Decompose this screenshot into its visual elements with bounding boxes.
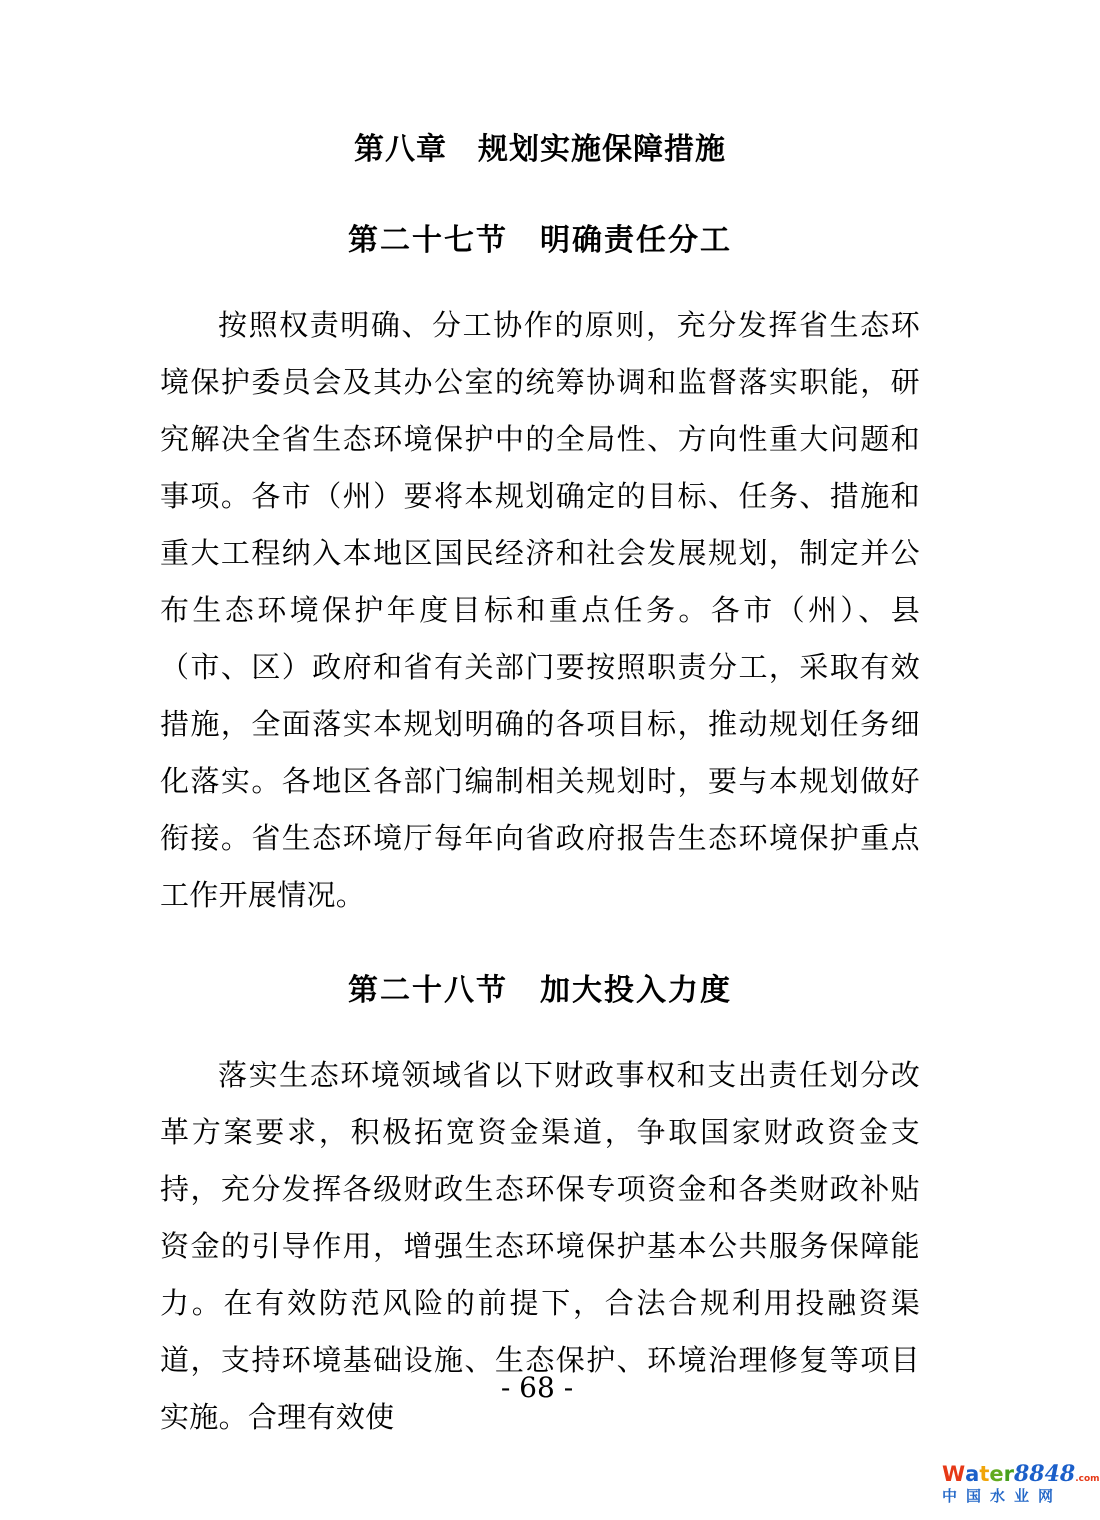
section-title-27: 第二十七节 明确责任分工 xyxy=(348,223,732,258)
watermark-brand-line xyxy=(942,1461,1100,1487)
page-content xyxy=(160,0,920,1446)
section-28-paragraph: 落实生态环境领域省以下财政事权和支出责任划分改革方案要求，积极拓宽资金渠道，争取国家财政资金支持，充分发挥各级财政生态环保专项资金和各类财政补贴资金的引导作用，增强生态环境保护基本公共服务保障能力。在有效防范风险的前提下，合法合规利用投融资渠道，支持环境基础设施、生态保护、环境治理修复等项目实施。合理有效使 xyxy=(160,1058,920,1434)
page-number: - 68 - xyxy=(500,1371,574,1404)
brand-letter-w: W xyxy=(942,1462,966,1486)
watermark-subtitle: 中国水业网 xyxy=(942,1487,1063,1505)
chapter-title: 第八章 规划实施保障措施 xyxy=(354,132,726,167)
brand-letter-e: e xyxy=(989,1462,1004,1486)
brand-tld: .com xyxy=(1075,1474,1100,1484)
section-27-paragraph: 按照权责明确、分工协作的原则，充分发挥省生态环境保护委员会及其办公室的统筹协调和监督落实职能，研究解决全省生态环境保护中的全局性、方向性重大问题和事项。各市（州）要将本规划确定的目标、任务、措施和重大工程纳入本地区国民经济和社会发展规划，制定并公布生态环境保护年度目标和重点任务。各市（州）、县（市、区）政府和省有关部门要按照职责分工，采取有效措施，全面落实本规划明确的各项目标，推动规划任务细化落实。各地区各部门编制相关规划时，要与本规划做好衔接。省生态环境厅每年向省政府报告生态环境保护重点工作开展情况。 xyxy=(160,308,920,912)
section-title-28: 第二十八节 加大投入力度 xyxy=(348,973,732,1008)
brand-letter-r: r xyxy=(1003,1462,1014,1486)
watermark-logo xyxy=(942,1461,1100,1505)
brand-number: 8848 xyxy=(1014,1461,1076,1487)
brand-letter-t: t xyxy=(979,1462,990,1486)
brand-letter-a: a xyxy=(965,1462,980,1486)
